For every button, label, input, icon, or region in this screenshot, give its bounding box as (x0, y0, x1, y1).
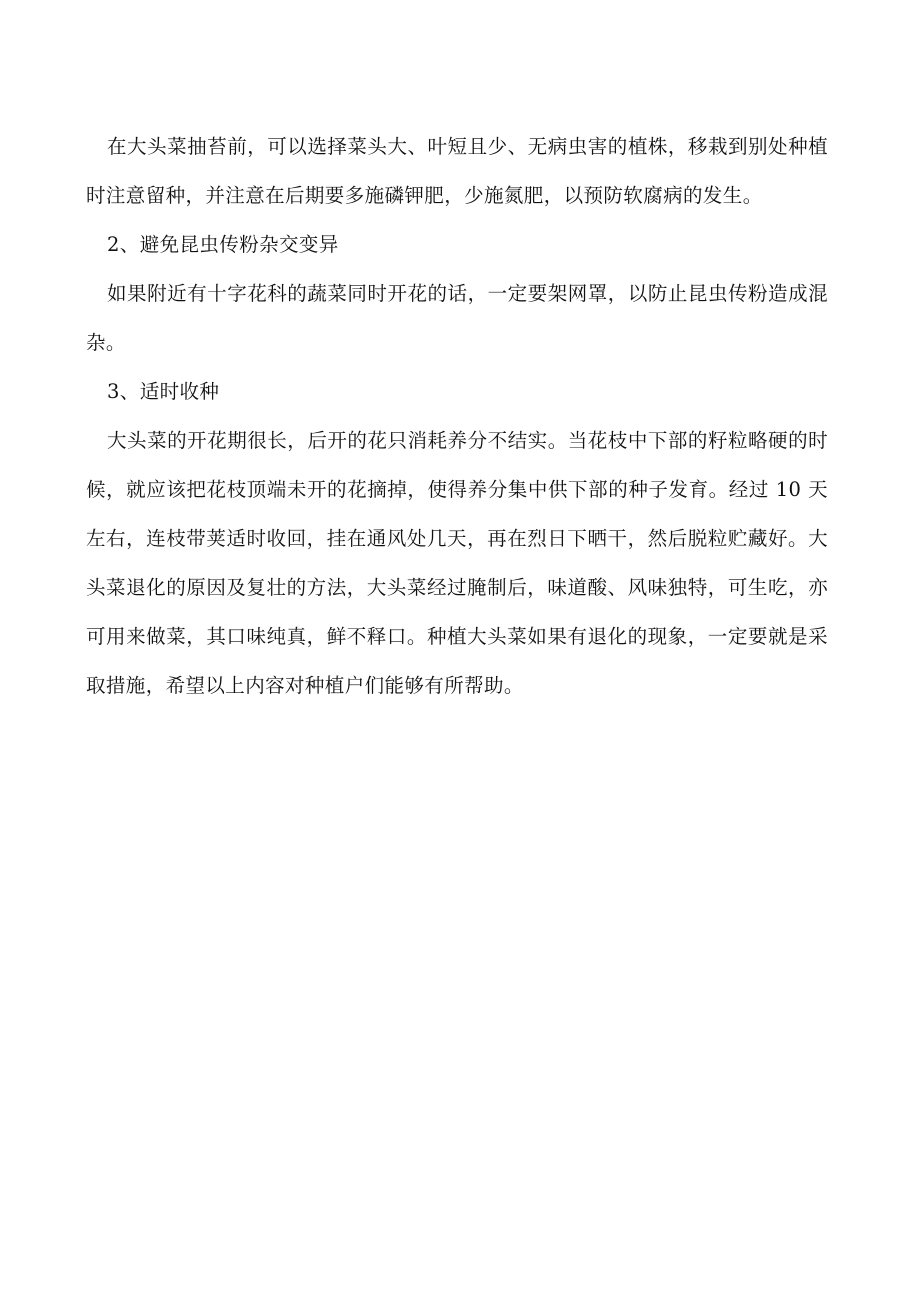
document-page (86, 122, 828, 710)
paragraph-net-cover: 如果附近有十字花科的蔬菜同时开花的话，一定要架网罩，以防止昆虫传粉造成混杂。 (86, 282, 828, 354)
paragraph-seed-selection: 在大头菜抽苔前，可以选择菜头大、叶短且少、无病虫害的植株，移栽到别处种植时注意留种，并注意在后期要多施磷钾肥，少施氮肥，以预防软腐病的发生。 (86, 135, 828, 207)
heading-avoid-cross-pollination: 2、避免昆虫传粉杂交变异 (107, 233, 339, 256)
paragraph-harvest-details: 大头菜的开花期很长，后开的花只消耗养分不结实。当花枝中下部的籽粒略硬的时候，就应该把花枝顶端未开的花摘掉，使得养分集中供下部的种子发育。经过 10 天左右，连枝带荚适时收回，挂在通风处几天，再在烈日下晒干，然后脱粒贮藏好。大头菜退化的原因及复壮的方法，大头菜经过腌制后，味道酸、风味独特，可生吃，亦可用来做菜，其口味纯真，鲜不释口。种植大头菜如果有退化的现象，一定要就是采取措施，希望以上内容对种植户们能够有所帮助。 (86, 429, 828, 697)
heading-timely-harvest: 3、适时收种 (107, 380, 220, 403)
